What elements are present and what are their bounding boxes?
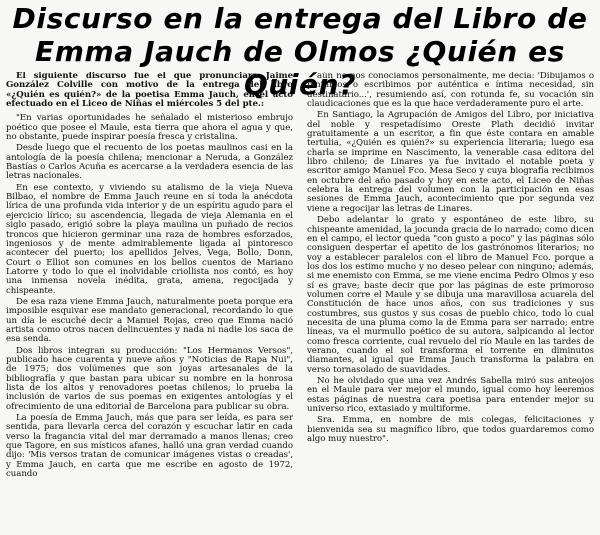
paragraph: Debo adelantar lo grato y espontáneo de este libro, su chispeante amenidad, la jocunda gracia de lo narrado; como dicen en el campo, el lector queda "con gusto a poco" y las páginas sólo consiguen despertar el apetito de los gastrónomos literarios; no voy a establecer paralelos con el libro de Manuel Fco. porque a los dos los estimo mucho y no deseo pelear con ninguno; además, si me enemisto con Emma, se me viene encima Pedro Olmos y eso sí es grave; baste decir que por las páginas de este primoroso volumen corre el Maule y se dibuja una maravillosa acuarela del Constitución de hace unos años, con sus tradiciones y sus costumbres, sus gustos y sus cosas de pueblo chico, todo lo cual necesita de una pluma como la de Emma para ser narrado; entre líneas, va el murmullo poético de su autora, salpicando al lector como fresca corriente, cual revuelo del río Maule en las tardes de verano, cuando el sol transforma el torrente en diminutos diamantes, al igual que Emma Jauch transforma la palabra en verso tornasolado de suavidades. — [307, 215, 594, 375]
paragraph: La poesía de Emma Jauch, más que para ser leída, es para ser sentida, para llevarla cerca del corazón y escuchar latir en cada verso la fragancia vital del mar derramado a manos llenas; creo que Tagore, en sus místicos afanes, halló una gran verdad cuando dijo: 'Mis versos tratan de comunicar imágenes vistas o creadas', y Emma Jauch, en carta que me escribe en agosto de 1972, cuando — [6, 413, 293, 480]
article-body — [6, 72, 594, 532]
headline-line-2: Emma Jauch de Olmos ¿Quién es Quién? — [35, 35, 565, 101]
paragraph: No he olvidado que una vez Andrés Sabella miró sus anteojos en el Maule para ver mejor el mundo, igual como hoy leeremos estas páginas de nuestra cara poetisa para entender mejor su universo rico, extasiado y multiforme. — [307, 376, 594, 415]
paragraph: aún no nos conocíamos personalmente, me decía: 'Dibujamos o pintamos o escribimos por auténtica e íntima necesidad, sin destinatario...', resumiendo así, con rotunda fe, su vocación sin claudicaciones que es la que hace verdaderamente puro el arte. — [307, 72, 594, 110]
right-column — [307, 72, 594, 532]
paragraph: De esa raza viene Emma Jauch, naturalmente poeta porque era imposible esquivar ese mandato generacional, recordando lo que un día le escuché decir a Manuel Rojas, creo que Emma nació artista como otros nacen delincuentes y nada ni nadie los saca de esa senda. — [6, 296, 293, 345]
paragraph: "En varias oportunidades he señalado el misterioso embrujo poético que posee el Maule, esta tierra que ahora el agua y que, no obstante, puede inspirar poesía fresca y cristalina. — [6, 113, 293, 143]
intro-paragraph: El siguiente discurso fue el que pronunciara Jaime González Colville con motivo de la entrega del libro «¿Quién es quién?» de la poetisa Emma Jauch, en el acto efectuado en el Liceo de Niñas el miércoles 5 del pte.: — [6, 72, 293, 110]
paragraph: En ese contexto, y viviendo su atalismo de la vieja Nueva Bilbao, el nombre de Emma Jauch reune en sí toda la anécdota lírica de una profunda vida interior y de un espíritu agudo para el ejercicio lírico; su ascendencia, llegada de vieja Alemania en el siglo pasado, erigió sobre la playa maulina un puñado de recios troncos que hicieron germinar una raza de hombres esforzados, ingeniosos y de mente admirablemente ligada al pintoresco acontecer del puerto; los apellidos Jelves, Vega, Bollo, Donn, Court o Elliot son comunes en los bellos cuentos de Mariano Latorre y todo lo que el inolvidable criollista nos contó, es hoy una inmensa novela inédita, grata, amena, regocijada y chispeante. — [6, 182, 293, 296]
headline-line-1: Discurso en la entrega del Libro de — [12, 2, 588, 35]
paragraph: En Santiago, la Agrupación de Amigos del Libro, por iniciativa del noble y respetadísimo Oreste Plath decidió invitar gratuitamente a un escritor, a fin que éste contara en amable tertulia, «¿Quién es quién?» su experiencia literaria; luego esa charla se imprime en Nascimento, la venerable casa editora del libro chileno; de Linares ya fue invitado el notable poeta y escritor amigo Manuel Fco. Mesa Seco y cuya biografía recibimos en octubre del año pasado y hoy en este acto, el Liceo de Niñas celebra la entrega del volumen con la participación en esas sesiones de Emma Jauch, acontecimiento que por segunda vez viene a regocijar las letras de Linares. — [307, 110, 594, 214]
left-column — [6, 72, 293, 532]
paragraph: Sra. Emma, en nombre de mis colegas, felicitaciones y bienvenida sea su magnífico libro, que todos guardaremos como algo muy nuestro". — [307, 415, 594, 445]
paragraph: Desde luego que el recuento de los poetas maulinos casi en la antología de la poesía chilena; mencionar a Neruda, a González Bastías o Carlos Acuña es acercarse a la verdadera esencia de las letras nacionales. — [6, 143, 293, 182]
paragraph: Dos libros integran su producción: "Los Hermanos Versos", publicado hace cuarenta y nueve años y "Noticias de Rapa Nui", de 1975; dos volúmenes que son joyas artesanales de la bibliografía y que bastan para ubicar su nombre en la honrosa lista de los altos y renovadores poetas chilenos; lo prueba la inclusión de varios de sus poemas en exigentes antologías y el ofrecimiento de una editorial de Barcelona para publicar su obra. — [6, 345, 293, 412]
